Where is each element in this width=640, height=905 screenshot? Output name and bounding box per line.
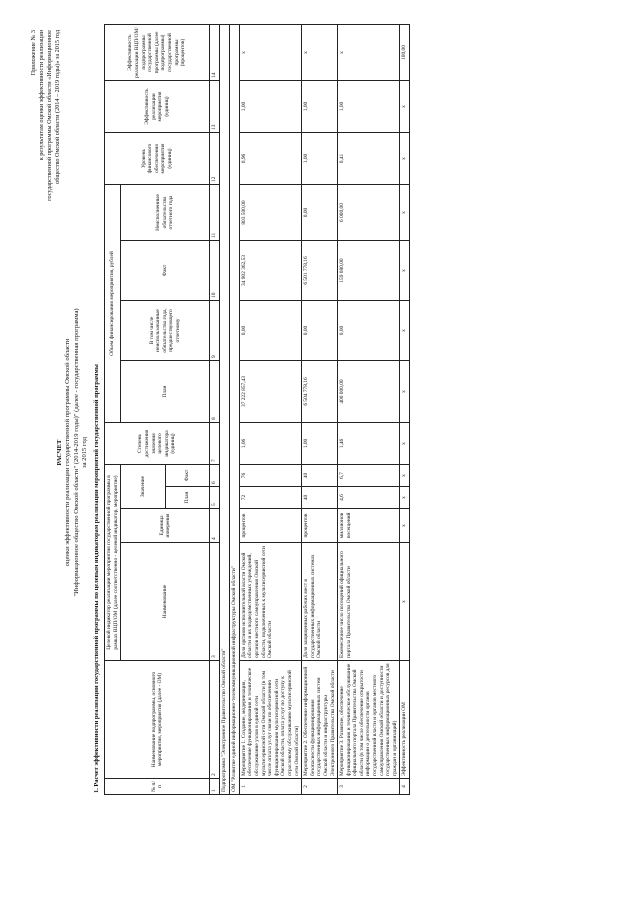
row-unit: миллионов посещений (338, 509, 400, 543)
header-level: Уровень финансового обеспечения мероприятия (единиц) (105, 133, 210, 185)
om-row (229, 25, 239, 795)
row-eff: 1,00 (338, 81, 400, 133)
row-eff-prog: x (239, 25, 301, 81)
header-fact: Факт (165, 465, 210, 487)
row-x: x (400, 423, 410, 465)
row-plan: 4,6 (338, 487, 400, 509)
header-fin-plan: План (121, 361, 210, 423)
row-fin-plan: 6 504 778,16 (302, 361, 338, 423)
header-fin-incl: В том числе неиспользованные обязательства года, предшествующего отчетному (121, 301, 210, 361)
col-number: 1 (210, 779, 220, 795)
row-event-name: Эффективность реализации ОМ (400, 661, 410, 779)
row-x: x (400, 133, 410, 185)
row-level: 0,96 (239, 133, 301, 185)
row-degree: 1,46 (338, 423, 400, 465)
header-indicator: Целевой индикатор реализации мероприятия государственной программы в рамках ВЦП/ОМ (далее соответственно - целевой индикатор, мероприятие) (105, 465, 121, 661)
col-number: 10 (210, 241, 220, 301)
table-row (302, 25, 338, 795)
row-degree: 1,06 (239, 423, 301, 465)
section-heading: 1. Расчет эффективности реализации государственной программы по целевым индикаторам реализации мероприятий государственной программы (93, 364, 100, 793)
header-fin-unused: Неисполненные обязательства отчетного года (121, 185, 210, 241)
row-fin-plan: 400 000,00 (338, 361, 400, 423)
row-fin-fact: 159 080,00 (338, 241, 400, 301)
col-number: 12 (210, 133, 220, 185)
col-number: 11 (210, 185, 220, 241)
col-number: 9 (210, 301, 220, 361)
header-indicator-name: Наименование (121, 543, 210, 661)
row-x: x (400, 81, 410, 133)
row-unit: процентов (239, 509, 301, 543)
title-line-2: оценки эффективности реализации государственной программы Омской области (64, 338, 72, 567)
header-num: № п/п (105, 779, 210, 795)
col-number: 2 (210, 661, 220, 779)
row-degree: 1,00 (302, 423, 338, 465)
om-efficiency-row (400, 25, 410, 795)
row-fin-unused: 0,00 (302, 185, 338, 241)
row-x: x (400, 361, 410, 423)
header-eff-program: Эффективность реализации ВЦП/ОМ/подпрограммы государственной программы (далее подпрограммы) государственной программы (процентов) (105, 25, 210, 81)
header-name: Наименование подпрограммы, основного мероприятия, мероприятия (далее - ОМ) (105, 661, 210, 779)
header-unit: Единица измерения (121, 509, 210, 543)
col-number: 13 (210, 81, 220, 133)
row-eff: 1,00 (302, 81, 338, 133)
row-event-name: Мероприятие 2. Обеспечение информационной безопасности функционирования государственных информационных систем Омской области и инфраструктуры Электронного Правительства Омской области (302, 661, 338, 779)
appendix-line-4: общество Омской области (2014 – 2019 годы)» за 2015 год (54, 30, 61, 184)
row-num: 1 (239, 779, 301, 795)
efficiency-table (104, 24, 410, 795)
row-fin-incl: 0,00 (239, 301, 301, 361)
header-eff-event: Эффективность реализации мероприятия (единиц) (105, 81, 210, 133)
row-fin-fact: 6 501 778,16 (302, 241, 338, 301)
row-eff-prog: 100,00 (400, 25, 410, 81)
row-x: x (400, 185, 410, 241)
title-line-1: РАСЧЕТ (56, 439, 63, 466)
subprogram-row (219, 25, 229, 795)
header-finance: Объем финансирования мероприятия, рублей (105, 185, 121, 423)
row-num: 3 (338, 779, 400, 795)
row-level: 0,41 (338, 133, 400, 185)
row-indicator: Доля органов исполнительной власти Омской области и их подведомственных учреждений, органов местного самоуправления Омской области, подключенных к мультисервисной сети Омской области (239, 543, 301, 661)
row-fin-incl: 0,00 (338, 301, 400, 361)
row-x: x (400, 301, 410, 361)
row-x: x (400, 241, 410, 301)
col-number: 4 (210, 509, 220, 543)
appendix-line-2: к результатам оценки эффективности реализации (38, 30, 45, 161)
row-fin-plan: 37 222 857,43 (239, 361, 301, 423)
title-line-4: за 2015 год (81, 436, 89, 469)
row-fin-incl: 0,00 (302, 301, 338, 361)
appendix-line-3: государственной программы Омской области «Информационное (46, 30, 53, 201)
row-indicator: Доля защищенных рабочих мест в государственных информационных системах Омской области (302, 543, 338, 661)
document-title (56, 0, 90, 905)
col-number: 6 (210, 465, 220, 487)
table-row (338, 25, 400, 795)
row-fin-unused: 803 500,00 (239, 185, 301, 241)
row-x: x (400, 465, 410, 487)
row-plan: 72 (239, 487, 301, 509)
row-x: x (400, 509, 410, 543)
row-eff-prog: x (302, 25, 338, 81)
row-num: 2 (302, 779, 338, 795)
row-fact: 76 (239, 465, 301, 487)
header-row-1 (105, 25, 121, 795)
row-eff-prog: x (338, 25, 400, 81)
row-eff: 1,00 (239, 81, 301, 133)
table-row (239, 25, 301, 795)
row-fact: 6,7 (338, 465, 400, 487)
row-x: x (400, 487, 410, 509)
row-fact: 40 (302, 465, 338, 487)
col-number: 14 (210, 25, 220, 81)
header-plan: План (165, 487, 210, 509)
row-num: 4 (400, 779, 410, 795)
row-event-name: Мероприятие 1. Создание, модернизация, обеспечение функционирования и техническое обслуживание узлов в единой сети мультисервисной сети Омской области (в том числе оплата услуг связи по обеспечению функционирования мультисервисной сети Омской области, оплата услуг по доступу к отраслевому обслуживанию мультисервисной сети Омской области) (239, 661, 301, 779)
header-fin-fact: Факт (121, 241, 210, 301)
title-line-3: "Информационное общество Омской области" (2014-2019 годы)" (далее - государственная программа) (72, 308, 80, 597)
row-unit: процентов (302, 509, 338, 543)
column-number-row (210, 25, 220, 795)
row-plan: 40 (302, 487, 338, 509)
col-number: 5 (210, 487, 220, 509)
row-x: x (400, 543, 410, 661)
row-fin-unused: 6 000,00 (338, 185, 400, 241)
header-values: Значение (121, 465, 166, 509)
row-event-name: Мероприятие 3. Развитие, обеспечение функционирования и техническое обслуживание официального портала Правительства Омской области (в том числе обеспечение открытости информации о деятельности органов государственной власти и органов местного самоуправления Омской области и доступности государственных информационных ресурсов для граждан и организаций) (338, 661, 400, 779)
subprogram-title: Подпрограмма "Электронное Правительство Омской области" (219, 25, 229, 795)
row-fin-fact: 34 902 362,53 (239, 241, 301, 301)
col-number: 7 (210, 423, 220, 465)
row-level: 1,00 (302, 133, 338, 185)
header-degree: Степень достижения значения целевого индикатора (единиц) (105, 423, 210, 465)
om-title: ОМ "Развитие единой информационно-телекоммуникационной инфраструктуры Омской области" (229, 25, 239, 795)
row-indicator: Ежемесячное число посещений официального портала Правительства Омской области (338, 543, 400, 661)
col-number: 8 (210, 361, 220, 423)
col-number: 3 (210, 543, 220, 661)
appendix-line-1: Приложение № 3 (30, 30, 37, 76)
